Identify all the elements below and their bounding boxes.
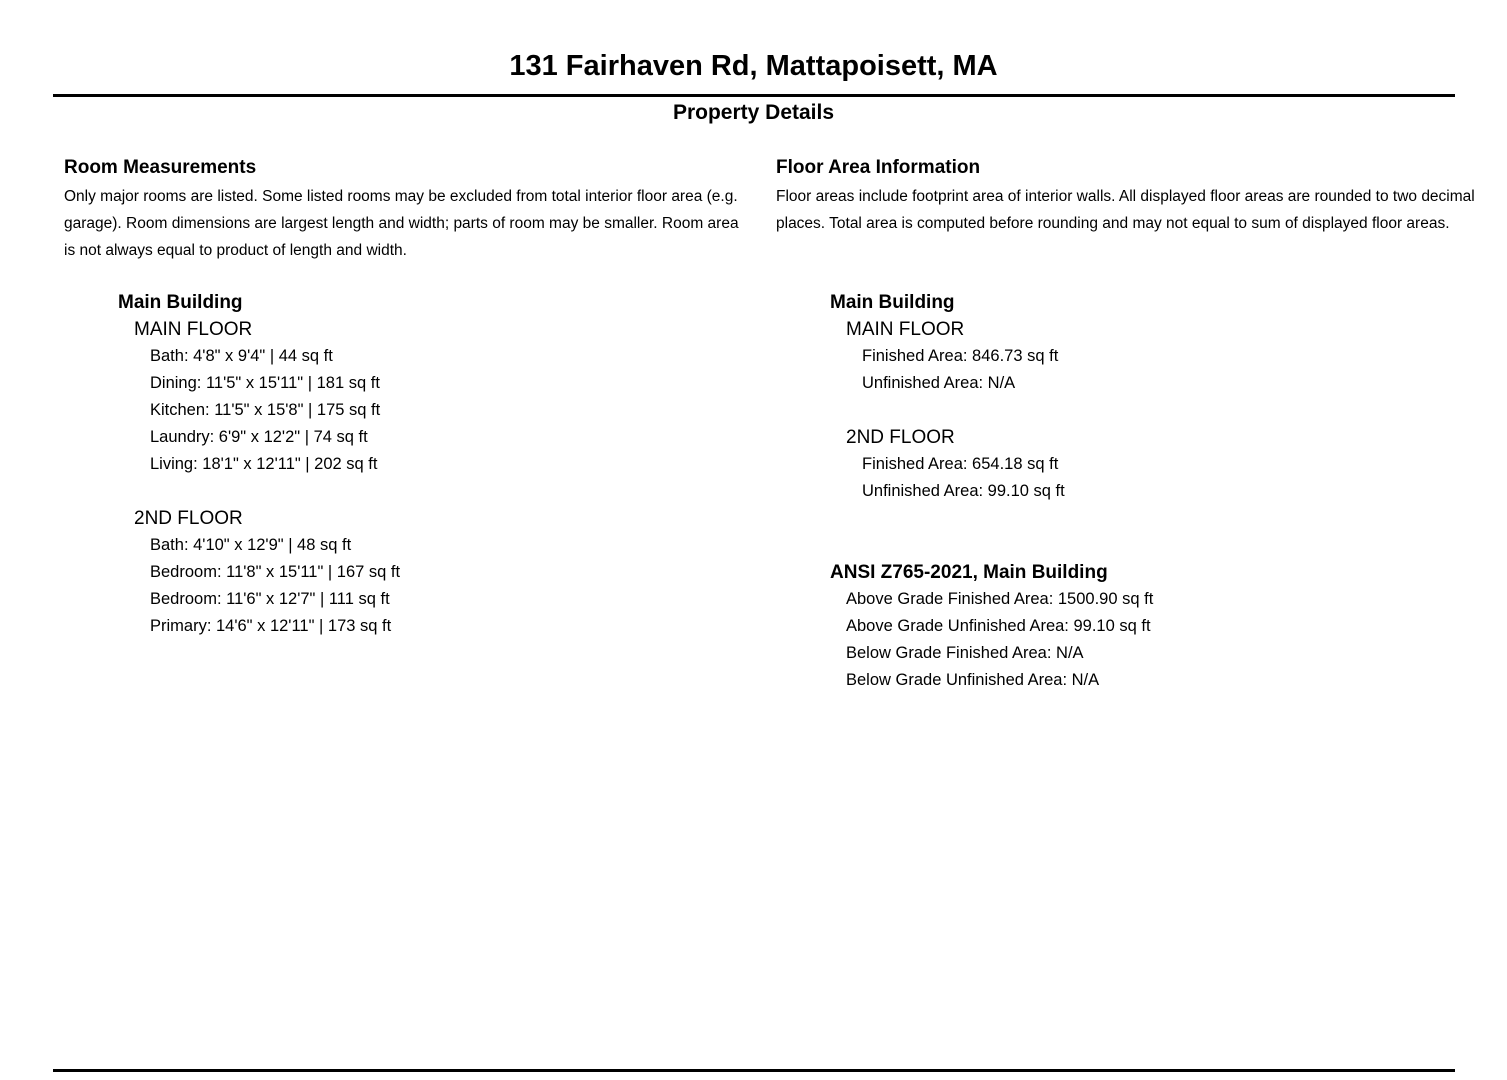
ansi-item: Below Grade Finished Area: N/A xyxy=(846,644,1084,662)
ansi-block xyxy=(830,559,1153,694)
page-title: 131 Fairhaven Rd, Mattapoisett, MA xyxy=(509,50,998,82)
room-floor-name: MAIN FLOOR xyxy=(134,319,253,340)
bottom-divider xyxy=(53,1069,1455,1072)
area-floor-name: 2ND FLOOR xyxy=(846,427,955,448)
room-building-name: Main Building xyxy=(118,292,243,313)
room-item: Primary: 14'6" x 12'11" | 173 sq ft xyxy=(150,617,392,635)
room-item: Bedroom: 11'8" x 15'11" | 167 sq ft xyxy=(150,563,401,581)
room-item: Dining: 11'5" x 15'11" | 181 sq ft xyxy=(150,374,380,392)
ansi-item: Above Grade Finished Area: 1500.90 sq ft xyxy=(846,590,1154,608)
ansi-item: Below Grade Unfinished Area: N/A xyxy=(846,671,1100,689)
room-measurements-description: Only major rooms are listed. Some listed rooms may be excluded from total interior floor area (e.g. garage). Room dimensions are largest length and width; parts of room may be smaller. Room area is not always equal to product of length and width. xyxy=(64,188,739,259)
room-item: Bedroom: 11'6" x 12'7" | 111 sq ft xyxy=(150,590,390,608)
page-subtitle: Property Details xyxy=(672,101,835,124)
room-item: Laundry: 6'9" x 12'2" | 74 sq ft xyxy=(150,428,368,446)
floor-area-section xyxy=(776,155,1476,689)
ansi-item: Above Grade Unfinished Area: 99.10 sq ft xyxy=(846,617,1151,635)
area-floor-name: MAIN FLOOR xyxy=(846,319,965,340)
room-item: Living: 18'1" x 12'11" | 202 sq ft xyxy=(150,455,378,473)
finished-area: Finished Area: 654.18 sq ft xyxy=(862,455,1059,473)
room-item: Kitchen: 11'5" x 15'8" | 175 sq ft xyxy=(150,401,381,419)
unfinished-area: Unfinished Area: 99.10 sq ft xyxy=(862,482,1065,500)
area-building-name: Main Building xyxy=(830,292,955,313)
finished-area: Finished Area: 846.73 sq ft xyxy=(862,347,1059,365)
top-divider xyxy=(53,94,1455,97)
room-floor-name: 2ND FLOOR xyxy=(134,508,243,529)
room-item: Bath: 4'8" x 9'4" | 44 sq ft xyxy=(150,347,333,365)
room-building-block xyxy=(118,289,400,640)
ansi-heading: ANSI Z765-2021, Main Building xyxy=(830,562,1108,583)
unfinished-area: Unfinished Area: N/A xyxy=(862,374,1016,392)
room-item: Bath: 4'10" x 12'9" | 48 sq ft xyxy=(150,536,352,554)
room-measurements-section xyxy=(64,155,754,635)
floor-area-description: Floor areas include footprint area of interior walls. All displayed floor areas are rounded to two decimal places. Total area is computed before rounding and may not equal to sum of displayed floor areas. xyxy=(776,188,1475,232)
area-building-block xyxy=(830,289,1065,505)
floor-area-heading: Floor Area Information xyxy=(776,157,981,178)
room-measurements-heading: Room Measurements xyxy=(64,157,257,178)
